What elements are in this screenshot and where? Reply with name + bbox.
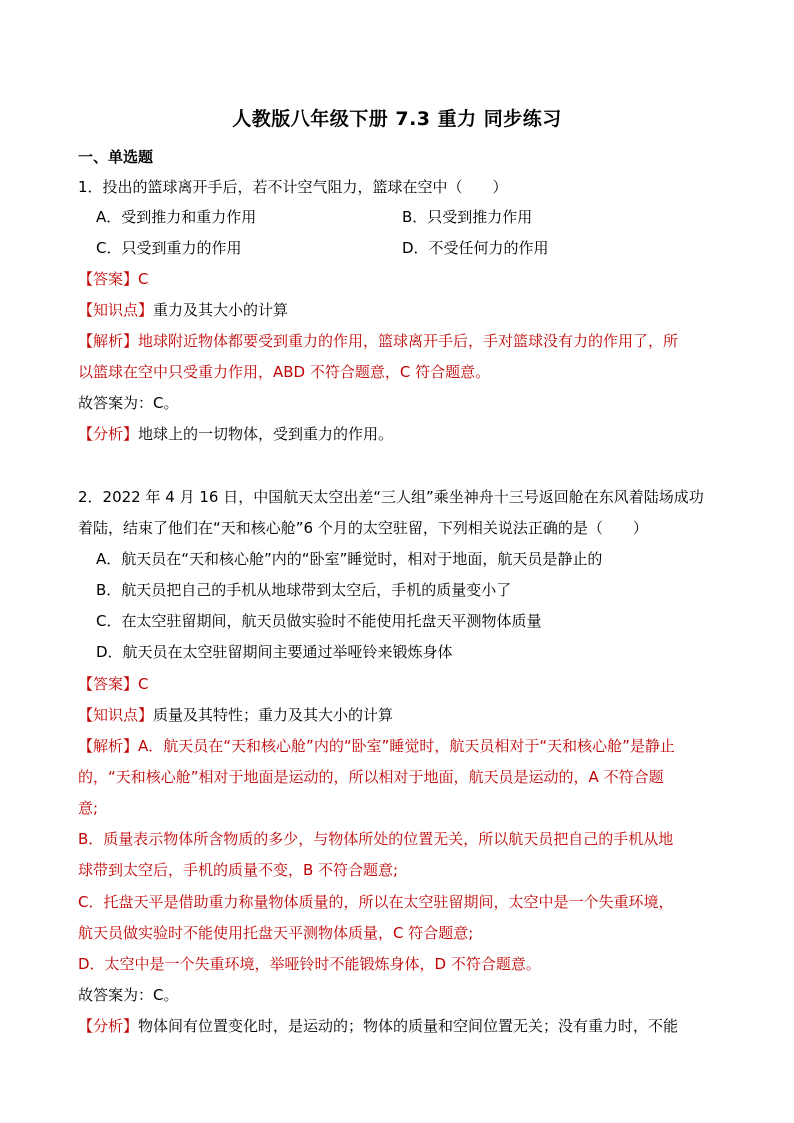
analysis-text: 物体间有位置变化时，是运动的；物体的质量和空间位置无关；没有重力时，不能: [138, 1017, 679, 1035]
analysis-text: 地球上的一切物体，受到重力的作用。: [138, 425, 394, 443]
question-2-explanation-7: 航天员做实验时不能使用托盘天平测物体质量，C 符合题意;: [78, 924, 474, 942]
question-2-option-d: D．航天员在太空驻留期间主要通过举哑铃来锻炼身体: [96, 643, 453, 661]
analysis-label: 【分析】: [78, 425, 139, 443]
question-2-explanation-5: 球带到太空后，手机的质量不变，B 不符合题意;: [78, 861, 399, 879]
question-2-stem-cont: 着陆，结束了他们在“天和核心舱”6 个月的太空驻留，下列相关说法正确的是（ ）: [78, 519, 648, 537]
question-1-explanation-cont: 以篮球在空中只受重力作用，ABD 不符合题意，C 符合题意。: [78, 363, 491, 381]
question-1-option-b: B．只受到推力作用: [402, 208, 533, 226]
question-2-answer: [78, 673, 728, 695]
analysis-label: 【分析】: [78, 1017, 139, 1035]
question-1-analysis: [78, 423, 728, 445]
explain-text: 地球附近物体都要受到重力的作用，篮球离开手后，手对篮球没有力的作用了，所: [138, 332, 679, 350]
question-1-option-c: C．只受到重力的作用: [96, 239, 242, 257]
question-2-stem: 2．2022 年 4 月 16 日，中国航天太空出差“三人组”乘坐神舟十三号返回舱在东风着陆场成功: [78, 488, 704, 506]
explain-label: 【解析】: [78, 332, 139, 350]
question-2-explanation-8: D．太空中是一个失重环境，举哑铃时不能锻炼身体，D 不符合题意。: [78, 955, 541, 973]
question-2-explanation-6: C．托盘天平是借助重力称量物体质量的，所以在太空驻留期间，太空中是一个失重环境，: [78, 893, 674, 911]
knowledge-label: 【知识点】: [78, 706, 154, 724]
question-2-knowledge: [78, 704, 728, 726]
question-1-option-d: D．不受任何力的作用: [402, 239, 549, 257]
question-2-option-b: B．航天员把自己的手机从地球带到太空后，手机的质量变小了: [96, 581, 512, 599]
question-2-analysis: [78, 1015, 728, 1037]
question-2-conclusion: 故答案为：C。: [78, 986, 179, 1004]
question-2-explanation: [78, 735, 728, 757]
question-1-knowledge: [78, 299, 728, 321]
answer-value: C: [138, 675, 149, 693]
answer-label: 【答案】: [78, 675, 139, 693]
question-1-answer: [78, 268, 728, 290]
knowledge-label: 【知识点】: [78, 301, 154, 319]
question-1-stem: 1．投出的篮球离开手后，若不计空气阻力，篮球在空中（ ）: [78, 178, 508, 196]
question-2-explanation-3: 意;: [78, 799, 99, 817]
answer-label: 【答案】: [78, 270, 139, 288]
section-heading: 一、单选题: [78, 148, 154, 166]
question-2-option-a: A．航天员在“天和核心舱”内的“卧室”睡觉时，相对于地面，航天员是静止的: [96, 550, 603, 568]
answer-value: C: [138, 270, 149, 288]
page-title: 人教版八年级下册 7.3 重力 同步练习: [232, 108, 562, 130]
explain-label: 【解析】: [78, 737, 139, 755]
knowledge-value: 质量及其特性；重力及其大小的计算: [153, 706, 394, 724]
question-1-conclusion: 故答案为：C。: [78, 394, 179, 412]
question-2-explanation-4: B．质量表示物体所含物质的多少，与物体所处的位置无关，所以航天员把自己的手机从地: [78, 830, 674, 848]
question-2-option-c: C．在太空驻留期间，航天员做实验时不能使用托盘天平测物体质量: [96, 612, 542, 630]
question-2-explanation-2: 的，“天和核心舱”相对于地面是运动的，所以相对于地面，航天员是运动的，A 不符合题: [78, 768, 664, 786]
question-1-option-a: A．受到推力和重力作用: [96, 208, 257, 226]
explain-text: A．航天员在“天和核心舱”内的“卧室”睡觉时，航天员相对于“天和核心舱”是静止: [138, 737, 675, 755]
knowledge-value: 重力及其大小的计算: [153, 301, 289, 319]
question-1-explanation: [78, 330, 728, 352]
